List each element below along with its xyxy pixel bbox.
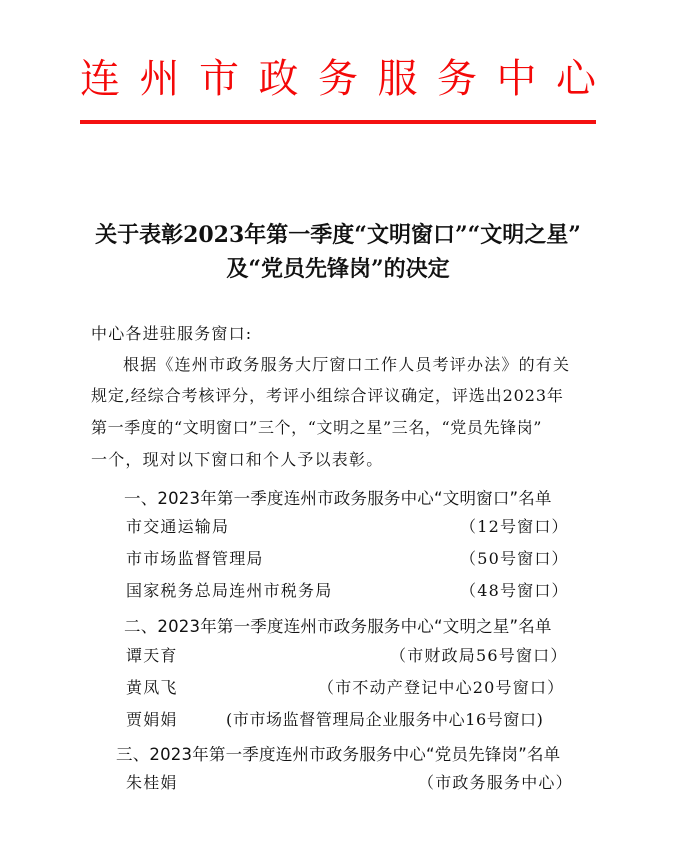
section-heading: 三、2023年第一季度连州市政务服务中心“党员先锋岗”名单 [116,745,561,764]
item-name: 谭天育 [126,646,178,665]
paragraph-line: 第一季度的“文明窗口”三个，“文明之星”三名，“党员先锋岗” [91,418,543,437]
item-detail: （市财政局56号窗口） [390,646,568,665]
masthead-char: 服 [377,56,418,102]
item-detail: （12号窗口） [460,517,569,536]
masthead-char: 连 [80,56,120,102]
masthead-char: 心 [556,56,596,102]
paragraph-line: 规定,经综合考核评分，考评小组综合评议确定，评选出2023年 [91,386,564,405]
item-detail: （48号窗口） [460,581,569,600]
masthead-char: 州 [139,56,180,102]
item-name: 黄凤飞 [126,678,178,697]
item-detail: （市政务服务中心） [418,773,573,792]
item-detail: （50号窗口） [460,549,569,568]
paragraph-line: 一个，现对以下窗口和个人予以表彰。 [91,450,384,469]
masthead-char: 中 [496,56,537,102]
item-detail: （市不动产登记中心20号窗口） [318,678,565,697]
masthead-char: 务 [318,56,358,102]
item-name: 朱桂娟 [126,773,178,792]
section-heading: 二、2023年第一季度连州市政务服务中心“文明之星”名单 [124,617,552,636]
masthead-char: 市 [199,56,239,102]
section-heading: 一、2023年第一季度连州市政务服务中心“文明窗口”名单 [124,489,552,508]
document-title-line2: 及“党员先锋岗”的决定 [226,256,450,282]
masthead-divider [80,120,596,124]
item-name: 市交通运输局 [126,517,230,536]
item-detail: (市市场监督管理局企业服务中心16号窗口) [226,710,544,729]
document-title-line1: 关于表彰2023年第一季度“文明窗口”“文明之星” [95,222,581,248]
item-name: 国家税务总局连州市税务局 [126,581,333,600]
item-name: 贾娟娟 [126,710,178,729]
salutation: 中心各进驻服务窗口: [91,324,253,343]
masthead-char: 政 [258,56,299,102]
paragraph-line: 根据《连州市政务服务大厅窗口工作人员考评办法》的有关 [123,355,571,374]
masthead-char: 务 [437,56,477,102]
masthead-title [80,54,596,104]
item-name: 市市场监督管理局 [126,549,264,568]
